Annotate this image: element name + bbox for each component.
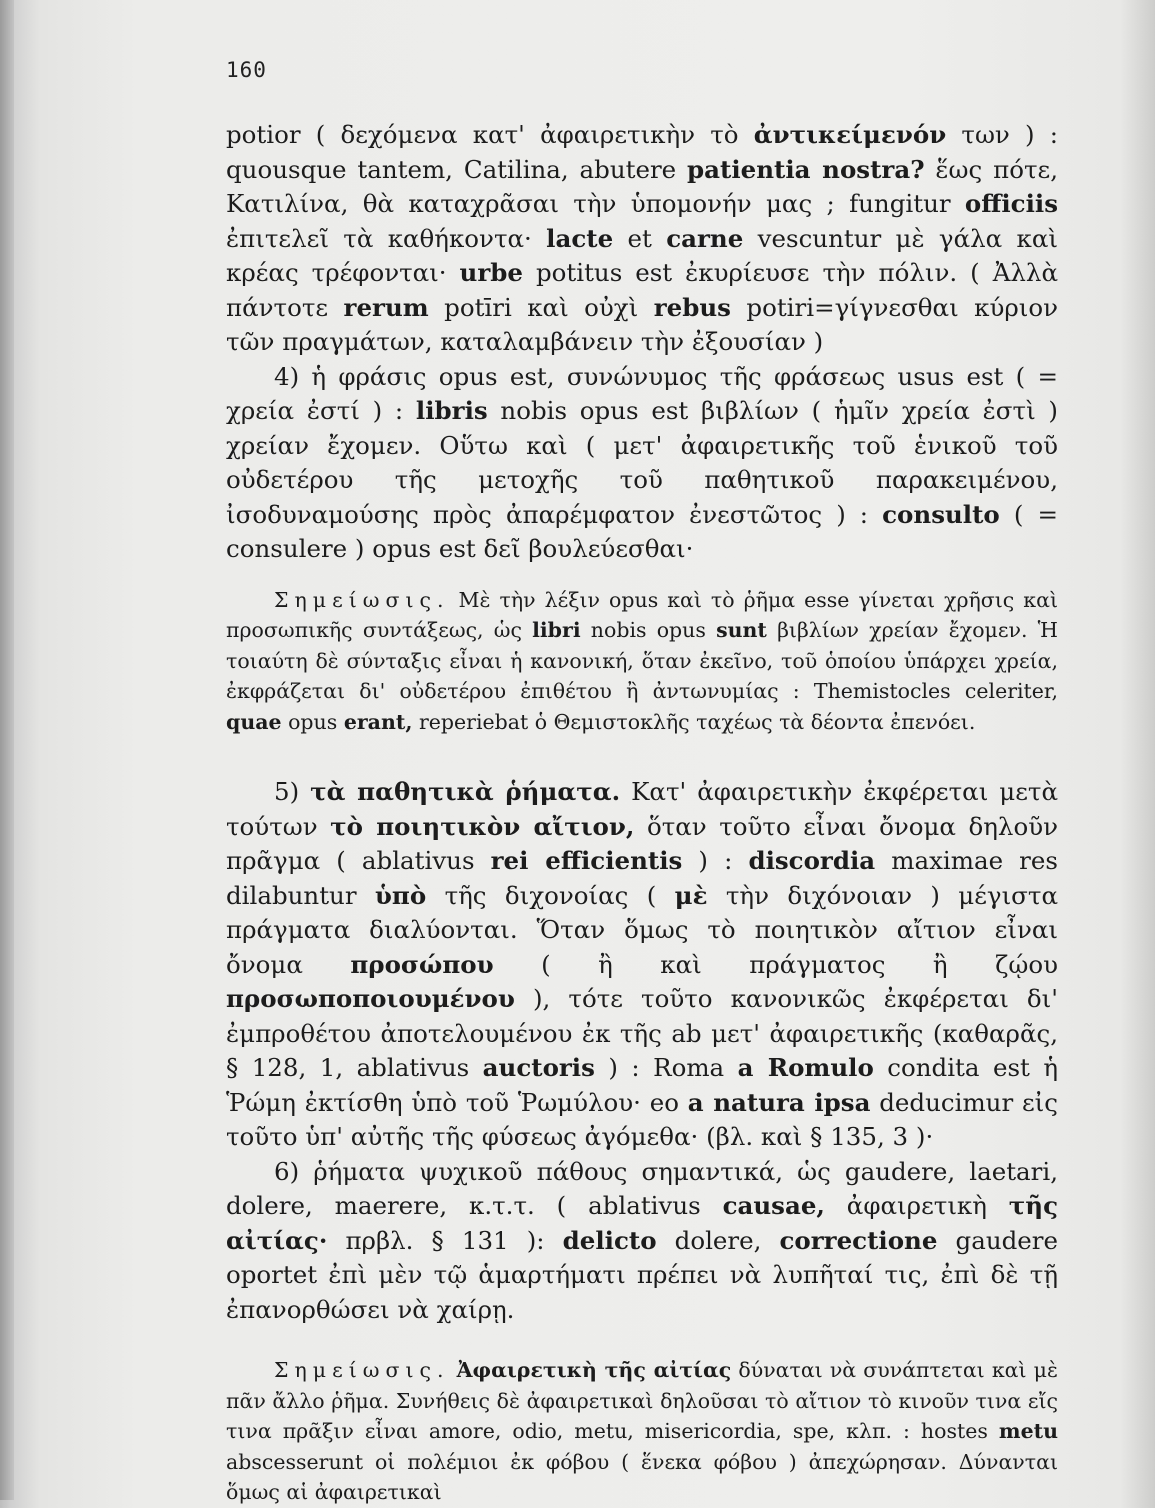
bold-term: προσώπου [350,949,494,979]
bold-term: lacte [546,223,614,253]
bold-term: τὰ παθητικὰ ῥήματα. [310,777,621,806]
bold-term: correctione [779,1225,938,1255]
note-opus-est: Σημείωσις. Μὲ τὴν λέξιν opus καὶ τὸ ῥῆμα esse γίνεται χρῆσις καὶ προσωπικῆς συντάξεως, ὡς libri nobis opus sunt βιβλίων χρείαν ἔχομεν. Ἡ τοιαύτη δὲ σύνταξις εἶναι ἡ κανονική, ὅταν ἐκεῖνο, τοῦ ὁποίου ὑπάρχει χρεία, ἐκφράζεται δι' οὐδετέρου ἐπιθέτου ἢ ἀντωνυμίας : Themistocles celeriter, quae opus erant, reperiebat ὁ Θεμιστοκλῆς ταχέως τὰ δέοντα ἐπενόει. [226,587,1058,734]
paragraph-section-6: 6) ῥήματα ψυχικοῦ πάθους σημαντικά, ὡς gaudere, laetari, dolere, maerere, κ.τ.τ. ( ablativus causae, ἀφαιρετικὴ τῆς αἰτίας· πρβλ. § 131 ): delicto dolere, correctione gaudere oportet ἐπὶ μὲν τῷ ἁμαρτήματι πρέπει νὰ λυπῆταί τις, ἐπὶ δὲ τῇ ἐπανορθώσει νὰ χαίρῃ. [226,1156,1059,1324]
bold-term: patientia nostra? [687,154,925,184]
bold-term: urbe [459,258,523,287]
bold-term: τὸ ποιητικὸν αἴτιον, [330,811,635,841]
paragraph-potior: potior ( δεχόμενα κατ' ἀφαιρετικὴν τὸ ἀντικείμενόν των ) : quousque tantem, Catilina, abutere patientia nostra? ἕως πότε, Κατιλίνα, θὰ καταχρᾶσαι τὴν ὑπομονήν μας ; fungitur officiis ἐπιτελεῖ τὰ καθήκοντα· lacte et carne vescuntur μὲ γάλα καὶ κρέας τρέφονται· urbe potitus est ἐκυρίευσε τὴν πόλιν. ( Ἀλλὰ πάντοτε rerum potīri καὶ οὐχὶ rebus potiri=γίγνεσθαι κύριον τῶν πραγμάτων, καταλαμβάνειν τὴν ἐξουσίαν ) [226,120,1059,356]
paragraph-section-5: 5) τὰ παθητικὰ ῥήματα. Κατ' ἀφαιρετικὴν ἐκφέρεται μετὰ τούτων τὸ ποιητικὸν αἴτιον, ὅταν τοῦτο εἶναι ὄνομα δηλοῦν πρᾶγμα ( ablativus rei efficientis ) : discordia maximae res dilabuntur ὑπὸ τῆς διχονοίας ( μὲ τὴν διχόνοιαν ) μέγιστα πράγματα διαλύονται. Ὅταν ὅμως τὸ ποιητικὸν αἴτιον εἶναι ὄνομα προσώπου ( ἢ καὶ πράγματος ἢ ζῴου προσωποποιουμένου ), τότε τοῦτο κανονικῶς ἐκφέρεται δι' ἐμπροθέτου ἀποτελουμένου ἐκ τῆς ab μετ' ἀφαιρετικῆς (καθαρᾶς, § 128, 1, ablativus auctoris ) : Roma a Romulo condita est ἡ Ῥώμη ἐκτίσθη ὑπὸ τοῦ Ῥωμύλου· eo a natura ipsa deducimur εἰς τοῦτο ὑπ' αὐτῆς τῆς φύσεως ἀγόμεθα· (βλ. καὶ § 135, 3 )· [226,777,1059,1151]
spacer [226,1327,1058,1355]
bold-term: rerum [343,292,429,322]
bold-term: causae, [722,1191,825,1220]
book-spine-shadow [0,0,14,1500]
paragraph-section-4: 4) ἡ φράσις opus est, συνώνυμος τῆς φράσεως usus est ( = χρεία ἐστί ) : libris nobis opus est βιβλίων ( ἡμῖν χρεία ἐστὶ ) χρείαν ἔχομεν. Οὕτω καὶ ( μετ' ἀφαιρετικῆς τοῦ ἑνικοῦ τοῦ οὐδετέρου τῆς μετοχῆς τοῦ παθητικοῦ παρακειμένου, ἰσοδυναμούσης πρὸς ἀπαρέμφατον ἐνεστῶτος ) : consulto ( = consulere ) opus est δεῖ βουλεύεσθαι· [226,361,1058,563]
bold-term: delicto [562,1225,657,1255]
page-number: 160 [226,58,267,82]
note-label: Σημείωσις. [274,587,450,612]
bold-term: metu [998,1419,1058,1443]
bold-term: μὲ [674,880,708,910]
bold-term: ἀντικείμενόν [753,120,947,149]
note-ablative-cause: Σημείωσις. Ἀφαιρετικὴ τῆς αἰτίας δύναται νὰ συνάπτεται καὶ μὲ πᾶν ἄλλο ῥῆμα. Συνήθεις δὲ ἀφαιρετικαὶ δηλοῦσαι τὸ αἴτιον τὸ κινοῦν τινα εἴς τινα πρᾶξιν εἶναι amore, odio, metu, misericordia, spe, κλπ. : hostes metu abscesserunt οἱ πολέμιοι ἐκ φόβου ( ἕνεκα φόβου ) ἀπεχώρησαν. Δύνανται ὅμως αἱ ἀφαιρετικαὶ [226,1358,1058,1504]
spacer [226,567,1058,585]
bold-term: auctoris [482,1053,595,1082]
bold-term: officiis [964,189,1058,218]
bold-term: discordia [748,846,876,875]
bold-term: a natura ipsa [687,1087,871,1117]
bold-term: ὑπὸ [374,880,427,910]
note-label: Σημείωσις. [274,1358,450,1382]
bold-term: quae [226,709,282,734]
bold-term: consulto [882,499,1000,529]
bold-term: τῆς αἰτίας· [226,1191,1058,1255]
spacer [226,737,1058,775]
bold-term: Ἀφαιρετικὴ τῆς αἰτίας [456,1358,732,1382]
bold-term: carne [666,223,744,253]
bold-term: sunt [716,618,767,642]
bold-term: a Romulo [737,1053,874,1082]
bold-term: libris [415,396,488,425]
bold-term: erant, [343,709,413,734]
bold-term: rebus [653,292,731,322]
bold-term: libri [532,618,581,642]
bold-term: προσωποποιουμένου [226,984,515,1013]
bold-term: rei efficientis [490,846,683,875]
page-body [226,118,1058,1508]
